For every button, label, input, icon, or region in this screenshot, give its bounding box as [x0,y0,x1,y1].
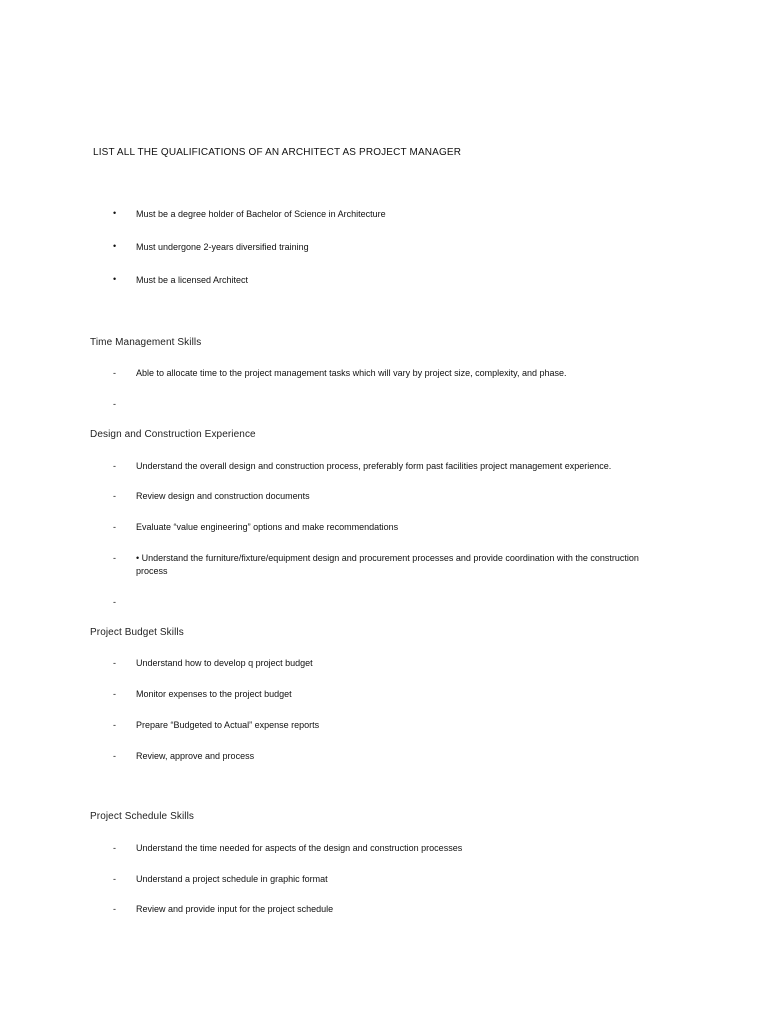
dash-marker: - [113,368,116,378]
list-item: Must be a degree holder of Bachelor of Science in Architecture [136,209,386,219]
dash-marker: - [113,461,116,471]
dash-marker: - [113,751,116,761]
dash-marker: - [113,491,116,501]
bullet-marker: • [113,208,117,218]
dash-marker: - [113,904,116,914]
dash-marker: - [113,843,116,853]
list-item: Must undergone 2-years diversified training [136,242,309,252]
list-item: Able to allocate time to the project management tasks which will vary by project size, complexity, and phase. [136,368,567,378]
dash-marker: - [113,658,116,668]
dash-marker: - [113,597,116,607]
dash-marker: - [113,720,116,730]
dash-marker: - [113,689,116,699]
dash-marker: - [113,399,116,409]
list-item: Must be a licensed Architect [136,275,249,285]
list-item: Understand how to develop q project budget [136,658,313,668]
dash-marker: - [113,553,116,563]
list-item: Understand a project schedule in graphic format [136,874,328,884]
list-item: • Understand the furniture/fixture/equipment design and procurement processes and provide coordination with the construction process [136,553,639,576]
list-item: Prepare “Budgeted to Actual” expense reports [136,720,320,730]
section-heading: Project Schedule Skills [90,811,195,822]
list-item: Understand the time needed for aspects of the design and construction processes [136,843,463,853]
bullet-marker: • [113,274,117,284]
list-item: Review and provide input for the project schedule [136,904,334,914]
bullet-marker: • [113,241,117,251]
section-heading: Design and Construction Experience [90,429,256,440]
list-item: Monitor expenses to the project budget [136,689,292,699]
list-item: Review design and construction documents [136,491,310,501]
list-item: Understand the overall design and construction process, preferably form past facilities project management experience. [136,461,612,471]
section-heading: Time Management Skills [90,337,202,348]
list-item: Review, approve and process [136,751,255,761]
section-heading: Project Budget Skills [90,627,184,638]
list-item: Evaluate “value engineering” options and make recommendations [136,522,399,532]
dash-marker: - [113,522,116,532]
dash-marker: - [113,874,116,884]
document-title: LIST ALL THE QUALIFICATIONS OF AN ARCHITECT AS PROJECT MANAGER [93,147,462,158]
